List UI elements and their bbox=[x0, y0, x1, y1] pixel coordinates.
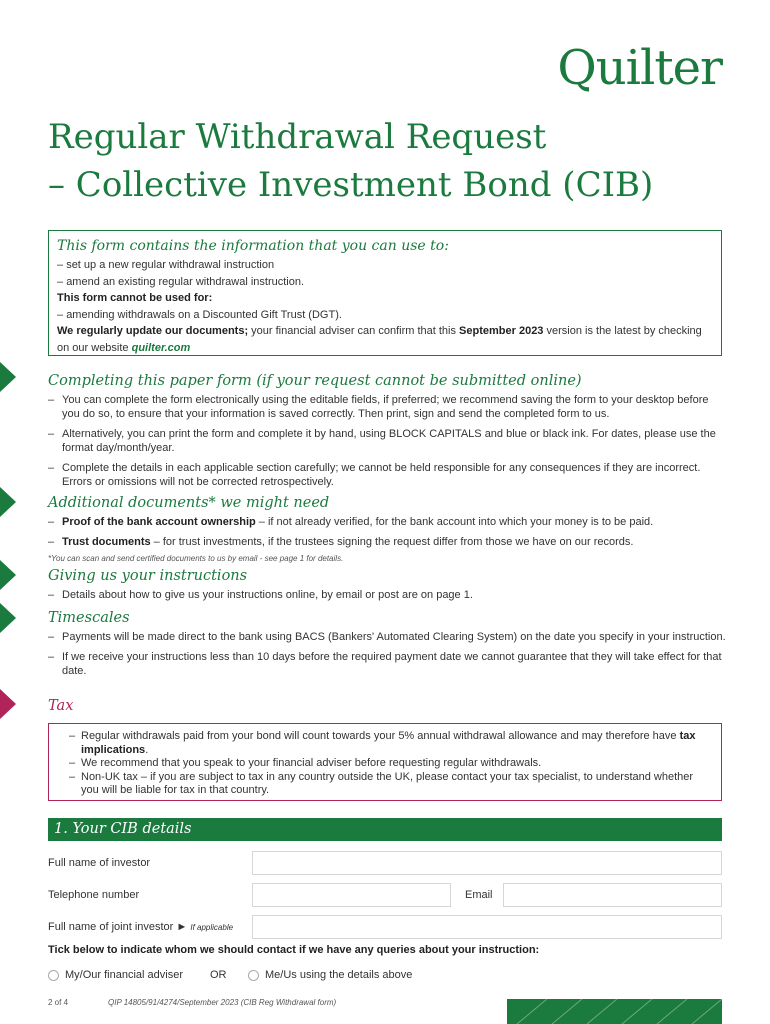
completing-item: – Complete the details in each applicable section carefully; we cannot be held responsible for any consequences if they are incorrect. Errors or omissions will not be corrected retrospectively. bbox=[48, 461, 728, 489]
self-radio[interactable] bbox=[248, 970, 259, 981]
giving-section bbox=[48, 567, 728, 608]
section-arrow-icon bbox=[0, 362, 16, 392]
section-arrow-icon bbox=[0, 560, 16, 590]
contact-adviser-option[interactable] bbox=[48, 969, 183, 981]
joint-investor-field[interactable] bbox=[252, 915, 722, 939]
additional-item: – Trust documents – for trust investments, if the trustees signing the request differ from those we have on our records. bbox=[48, 535, 728, 549]
giving-heading: Giving us your instructions bbox=[48, 568, 248, 584]
adviser-radio[interactable] bbox=[48, 970, 59, 981]
section-arrow-icon bbox=[0, 487, 16, 517]
cannot-item: – amending withdrawals on a Discounted Gift Trust (DGT). bbox=[57, 307, 713, 324]
full-name-label: Full name of investor bbox=[48, 857, 151, 869]
form-reference: QIP 14805/91/4274/September 2023 (CIB Reg Withdrawal form) bbox=[108, 998, 337, 1007]
email-field[interactable] bbox=[503, 883, 722, 907]
info-box bbox=[48, 230, 722, 356]
additional-item: – Proof of the bank account ownership – if not already verified, for the bank account into which your money is to be paid. bbox=[48, 515, 728, 529]
tax-item: – Regular withdrawals paid from your bond will count towards your 5% annual withdrawal allowance and may therefore have tax implications. bbox=[69, 730, 713, 757]
cannot-heading: This form cannot be used for: bbox=[57, 292, 213, 304]
telephone-label: Telephone number bbox=[48, 889, 140, 901]
completing-item: – Alternatively, you can print the form and complete it by hand, using BLOCK CAPITALS and blue or black ink. For dates, please use the format day/month/year. bbox=[48, 427, 728, 455]
info-box-heading: This form contains the information that you can use to: bbox=[57, 238, 449, 254]
joint-investor-label: Full name of joint investor ► If applicable bbox=[48, 921, 234, 933]
timescales-item: – If we receive your instructions less than 10 days before the required payment date we cannot guarantee that they will take effect for that date. bbox=[48, 650, 728, 678]
tax-item: – Non-UK tax – if you are subject to tax in any country outside the UK, please contact your tax specialist, to understand whether you will be liable for tax in that country. bbox=[69, 771, 713, 798]
footer-decoration bbox=[507, 999, 722, 1024]
timescales-item: – Payments will be made direct to the bank using BACS (Bankers' Automated Clearing System) on the date you specify in your instruction. bbox=[48, 630, 728, 644]
tax-heading: Tax bbox=[48, 698, 74, 714]
use-item: – set up a new regular withdrawal instruction bbox=[57, 257, 713, 274]
quilter-logo: Quilter bbox=[557, 40, 722, 96]
telephone-field[interactable] bbox=[252, 883, 451, 907]
section-arrow-icon bbox=[0, 603, 16, 633]
self-radio-label: Me/Us using the details above bbox=[265, 969, 413, 981]
title-line-1: Regular Withdrawal Request bbox=[48, 117, 547, 157]
or-label: OR bbox=[210, 969, 227, 981]
additional-section bbox=[48, 494, 728, 566]
adviser-radio-label: My/Our financial adviser bbox=[65, 969, 183, 981]
tax-box bbox=[48, 723, 722, 801]
update-notice: We regularly update our documents; your financial adviser can confirm that this September 2023 version is the latest by checking on our website quilter.com bbox=[57, 325, 702, 354]
completing-section bbox=[48, 372, 728, 495]
completing-item: – You can complete the form electronically using the editable fields, if preferred; we recommend saving the form to your desktop before you do so, to ensure that your information is saved correctly. Then print, sign and send the completed form to us. bbox=[48, 393, 728, 421]
title-line-2: – Collective Investment Bond (CIB) bbox=[48, 165, 654, 205]
full-name-field[interactable] bbox=[252, 851, 722, 875]
use-item: – amend an existing regular withdrawal instruction. bbox=[57, 274, 713, 291]
contact-preference-heading: Tick below to indicate whom we should contact if we have any queries about your instruction: bbox=[48, 944, 540, 956]
page-title bbox=[48, 113, 728, 209]
timescales-section bbox=[48, 609, 728, 684]
website-link[interactable]: quilter.com bbox=[131, 341, 191, 354]
completing-heading: Completing this paper form (if your request cannot be submitted online) bbox=[48, 373, 582, 389]
giving-item: – Details about how to give us your instructions online, by email or post are on page 1. bbox=[48, 588, 728, 602]
if-applicable-note: If applicable bbox=[190, 923, 234, 932]
tax-arrow-icon bbox=[0, 689, 16, 719]
tax-item: – We recommend that you speak to your financial adviser before requesting regular withdrawals. bbox=[69, 757, 713, 771]
page-number: 2 of 4 bbox=[48, 998, 69, 1007]
additional-heading: Additional documents* we might need bbox=[48, 495, 330, 511]
timescales-heading: Timescales bbox=[48, 610, 130, 626]
cib-details-heading: 1. Your CIB details bbox=[48, 818, 722, 841]
additional-footnote: *You can scan and send certified documents to us by email - see page 1 for details. bbox=[48, 554, 344, 563]
pattern-graphic bbox=[507, 999, 722, 1024]
contact-self-option[interactable] bbox=[248, 969, 412, 981]
email-label: Email bbox=[465, 889, 493, 901]
